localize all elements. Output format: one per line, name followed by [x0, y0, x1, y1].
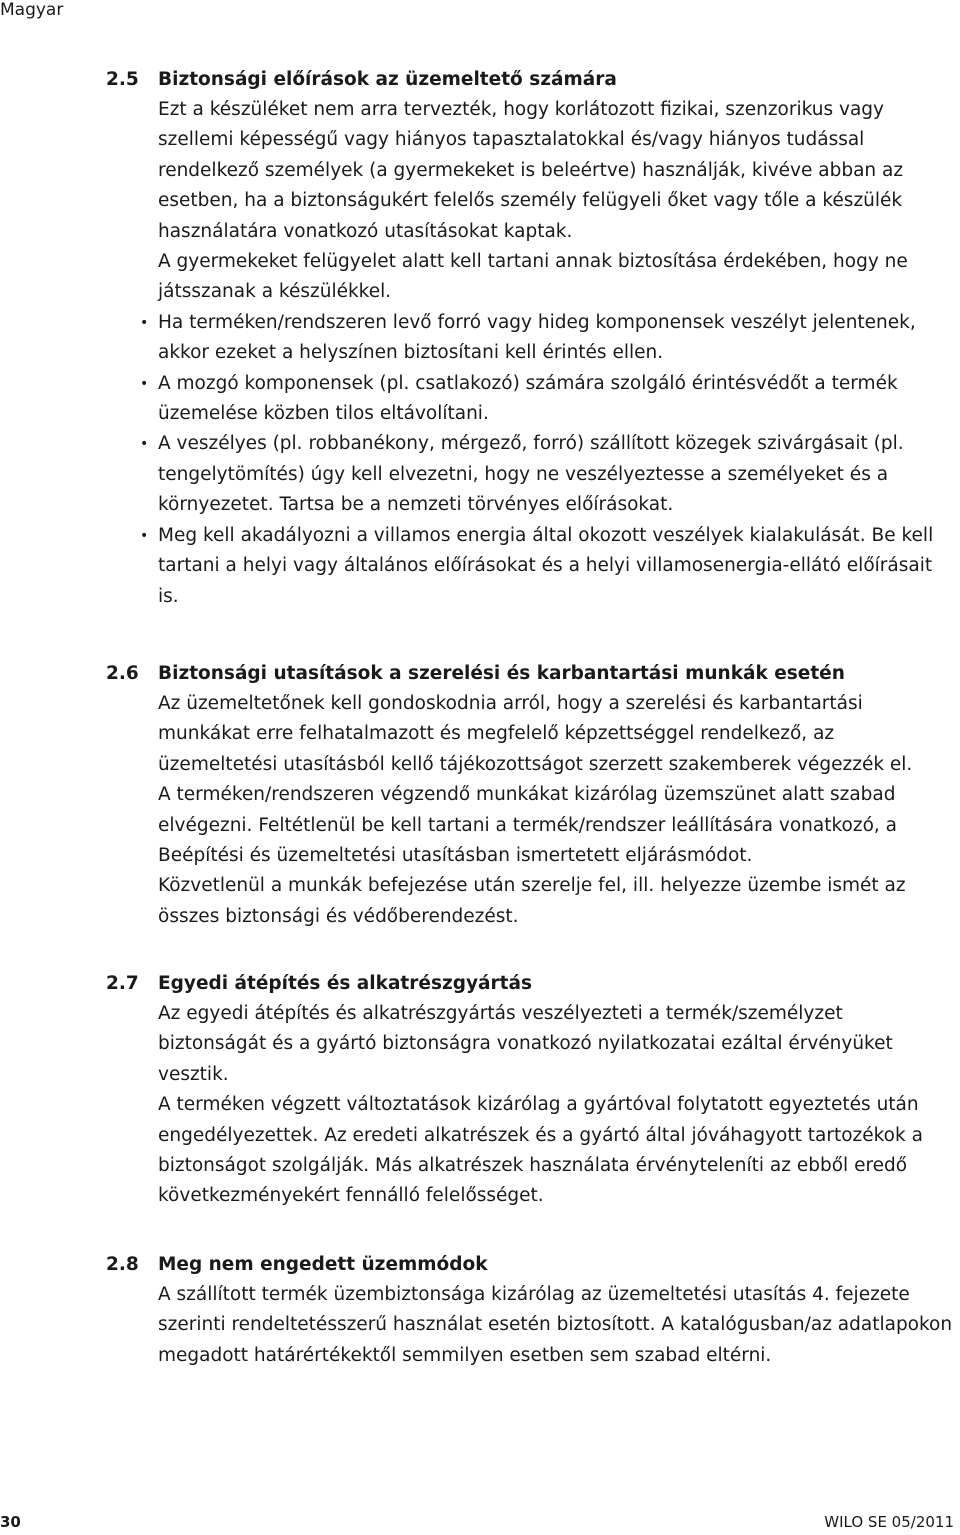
bullet-item: [140, 308, 956, 369]
bullet-dot: •: [140, 436, 149, 453]
paragraph: Közvetlenül a munkák befejezése után szerelje fel, ill. helyezze üzembe ismét az összes biztonsági és védőberendezést.: [158, 875, 906, 927]
bullet-dot: •: [140, 527, 149, 544]
section-heading: [106, 659, 956, 689]
section-title: Biztonsági előírások az üzemeltető számára: [158, 69, 617, 90]
bullet-text: A mozgó komponensek (pl. csatlakozó) számára szolgáló érintésvédőt a termék üzemelése közben tilos eltávolítani.: [158, 372, 898, 425]
paragraph: A szállított termék üzembiztonsága kizárólag az üzemeltetési utasítás 4. fejezete szerinti rendeltetésszerű használat esetén biztosított. A katalógusban/az adatlapokon megadott határértékektől semmilyen esetben sem szabad eltérni.: [158, 1284, 953, 1366]
paragraph: Ezt a készüléket nem arra tervezték, hogy korlátozott fizikai, szenzorikus vagy szellemi képességű vagy hiányos tapasztalatokkal és/vagy hiányos tudással rendelkező személyek (a gyermekeket is beleértve) használják, kivéve abban az esetben, ha a biztonságukért felelős személy felügyeli őket vagy tőle a készülék használatára vonatkozó utasításokat kaptak.: [158, 99, 904, 242]
section-number: 2.6: [106, 663, 139, 684]
paragraph: Az üzemeltetőnek kell gondoskodnia arról, hogy a szerelési és karbantartási munkákat erre felhatalmazott és megfelelő képzettséggel rendelkező, az üzemeltetési utasításból kellő tájékozottságot szerzett szakemberek végezzék el.: [158, 693, 913, 775]
section-2-5: [106, 65, 956, 612]
bullet-item: [140, 521, 956, 612]
section-number: 2.7: [106, 973, 139, 994]
section-body: [158, 999, 956, 1212]
bullet-text: Meg kell akadályozni a villamos energia által okozott veszélyek kialakulását. Be kell tartani a helyi vagy általános előírásokat és a helyi villamosenergia-ellátó előírásait is.: [158, 524, 934, 607]
section-2-7: [106, 969, 956, 1212]
section-body: [158, 1280, 956, 1371]
section-number: 2.5: [106, 69, 139, 90]
bullet-dot: •: [140, 375, 149, 392]
section-heading: [106, 969, 956, 999]
bullet-item: [140, 369, 956, 430]
section-heading: [106, 65, 956, 95]
section-2-6: [106, 659, 956, 932]
bullet-text: Ha terméken/rendszeren levő forró vagy hideg komponensek veszélyt jelentenek, akkor ezeket a helyszínen biztosítani kell érintés ellen.: [158, 311, 916, 364]
section-title: Meg nem engedett üzemmódok: [158, 1254, 488, 1275]
paragraph: Az egyedi átépítés és alkatrészgyártás veszélyezteti a termék/személyzet biztonságát és a gyártó biztonságra vonatkozó nyilatkozatai ezáltal érvényüket vesztik.: [158, 1003, 893, 1085]
paragraph: A terméken végzett változtatások kizárólag a gyártóval folytatott egyeztetés után engedélyezettek. Az eredeti alkatrészek és a gyártó által jóváhagyott tartozékok a biztonságot szolgálják. Más alkatrészek használata érvényteleníti az ebből eredő következményekért fennálló felelősséget.: [158, 1094, 923, 1207]
section-body: [158, 689, 956, 932]
section-title: Egyedi átépítés és alkatrészgyártás: [158, 973, 532, 994]
paragraph: A gyermekeket felügyelet alatt kell tartani annak biztosítása érdekében, hogy ne játsszanak a készülékkel.: [158, 251, 908, 303]
section-heading: [106, 1250, 956, 1280]
bullet-dot: •: [140, 314, 149, 331]
section-number: 2.8: [106, 1254, 139, 1275]
section-body: [140, 95, 956, 612]
page-number: 30: [0, 1513, 21, 1531]
paragraph: A terméken/rendszeren végzendő munkákat kizárólag üzemszünet alatt szabad elvégezni. Feltétlenül be kell tartani a termék/rendszer leállítására vonatkozó, a Beépítési és üzemeltetési utasításban ismertetett eljárásmódot.: [158, 784, 897, 867]
bullet-text: A veszélyes (pl. robbanékony, mérgező, forró) szállított közegek szivárgásait (pl. tengelytömítés) úgy kell elvezetni, hogy ne veszélyeztesse a személyeket és a környezetet. Tartsa be a nemzeti törvényes előírásokat.: [158, 433, 904, 516]
section-2-8: [106, 1250, 956, 1371]
language-label: Magyar: [0, 0, 64, 20]
bullet-item: [140, 429, 956, 520]
publisher-label: WILO SE 05/2011: [824, 1513, 954, 1531]
section-title: Biztonsági utasítások a szerelési és karbantartási munkák esetén: [158, 663, 845, 684]
